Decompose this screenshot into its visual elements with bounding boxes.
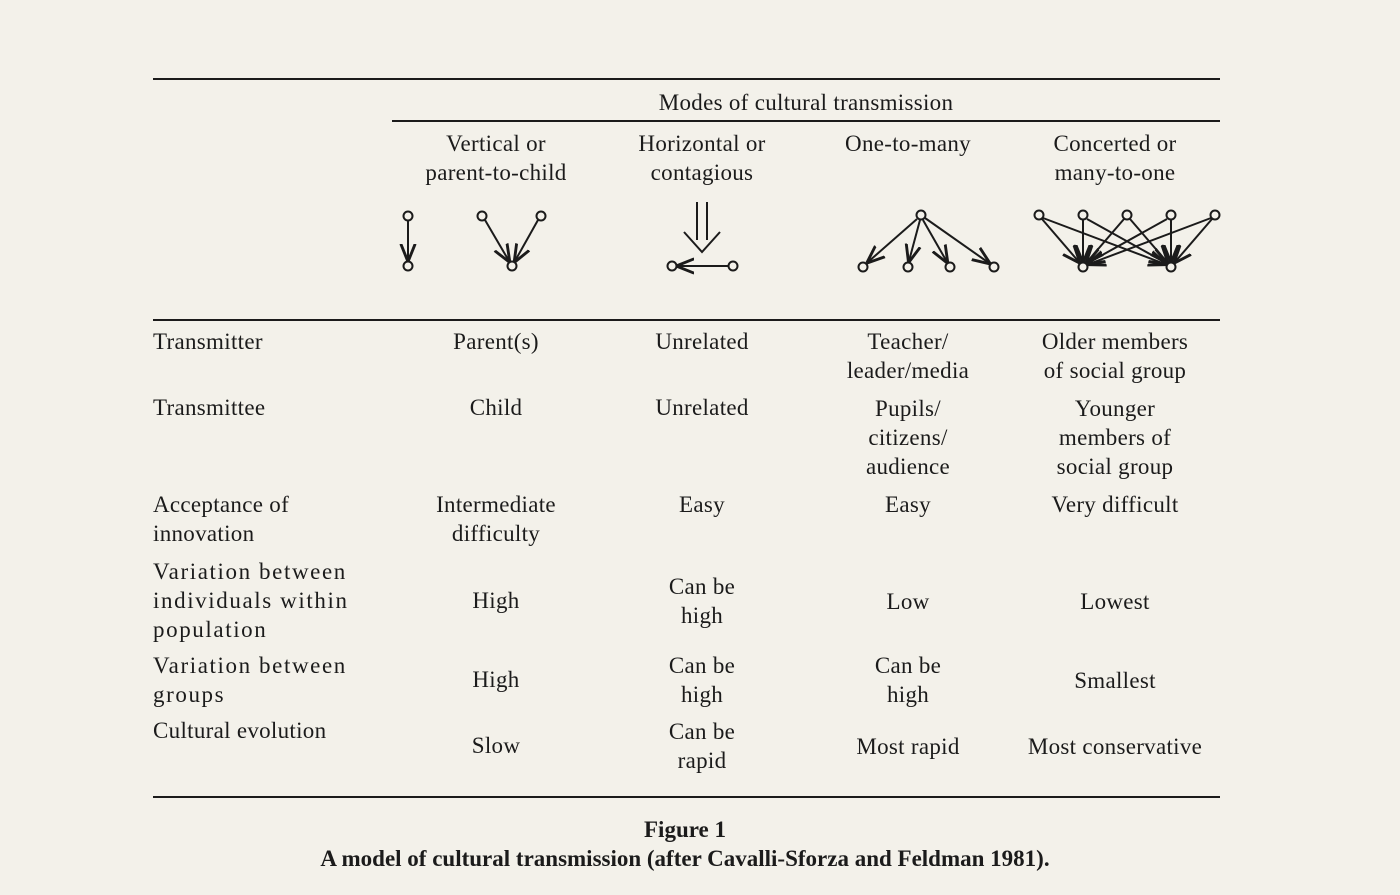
cell-evolution-horizontal: Can be rapid xyxy=(668,719,736,773)
figure-caption: A model of cultural transmission (after Cavalli-Sforza and Feldman 1981). xyxy=(320,846,1050,871)
cell-acceptance-horizontal: Easy xyxy=(679,492,725,517)
cell-transmittee-one-to-many: Pupils/ citizens/ audience xyxy=(865,396,951,479)
figure-number: Figure 1 xyxy=(644,817,726,842)
mode-many-to-one-heading: Concerted or many-to-one xyxy=(1053,131,1177,185)
cell-variation-within-vertical: High xyxy=(472,588,520,613)
cell-variation-groups-many-to-one: Smallest xyxy=(1074,668,1156,693)
cell-transmitter-horizontal: Unrelated xyxy=(655,329,749,354)
mode-one-to-many-heading: One-to-many xyxy=(845,131,971,156)
cell-transmittee-vertical: Child xyxy=(469,395,523,420)
cell-evolution-many-to-one: Most conservative xyxy=(1027,734,1203,759)
cell-transmitter-vertical: Parent(s) xyxy=(453,329,539,354)
row-label-cultural-evolution: Cultural evolution xyxy=(153,718,327,743)
cell-evolution-vertical: Slow xyxy=(471,733,521,758)
many-to-one-icon xyxy=(1035,211,1220,272)
cell-transmittee-horizontal: Unrelated xyxy=(655,395,749,420)
cell-variation-groups-horizontal: Can be high xyxy=(668,653,736,707)
cell-variation-within-many-to-one: Lowest xyxy=(1080,589,1150,614)
row-label-transmitter: Transmitter xyxy=(153,329,263,354)
one-to-many-icon xyxy=(859,211,999,272)
cell-acceptance-many-to-one: Very difficult xyxy=(1051,492,1179,517)
cell-variation-within-one-to-many: Low xyxy=(886,589,930,614)
vertical-transmission-icon xyxy=(404,212,546,271)
modes-title: Modes of cultural transmission xyxy=(658,90,954,115)
row-label-acceptance: Acceptance of innovation xyxy=(153,492,290,546)
cell-transmitter-one-to-many: Teacher/ leader/media xyxy=(846,329,970,383)
cell-transmittee-many-to-one: Younger members of social group xyxy=(1056,396,1174,479)
mode-horizontal-heading: Horizontal or contagious xyxy=(638,131,766,185)
cell-acceptance-vertical: Intermediate difficulty xyxy=(436,492,556,546)
cell-variation-groups-vertical: High xyxy=(472,667,520,692)
cell-variation-groups-one-to-many: Can be high xyxy=(874,653,942,707)
row-label-transmittee: Transmittee xyxy=(153,395,266,420)
cell-evolution-one-to-many: Most rapid xyxy=(856,734,960,759)
mode-vertical-heading: Vertical or parent-to-child xyxy=(425,131,567,185)
row-label-variation-within: Variation between individuals within population xyxy=(153,559,349,642)
cell-transmitter-many-to-one: Older members of social group xyxy=(1041,329,1189,383)
horizontal-transmission-icon xyxy=(668,202,738,271)
row-label-variation-groups: Variation between groups xyxy=(153,653,347,707)
cell-variation-within-horizontal: Can be high xyxy=(668,574,736,628)
cell-acceptance-one-to-many: Easy xyxy=(885,492,931,517)
